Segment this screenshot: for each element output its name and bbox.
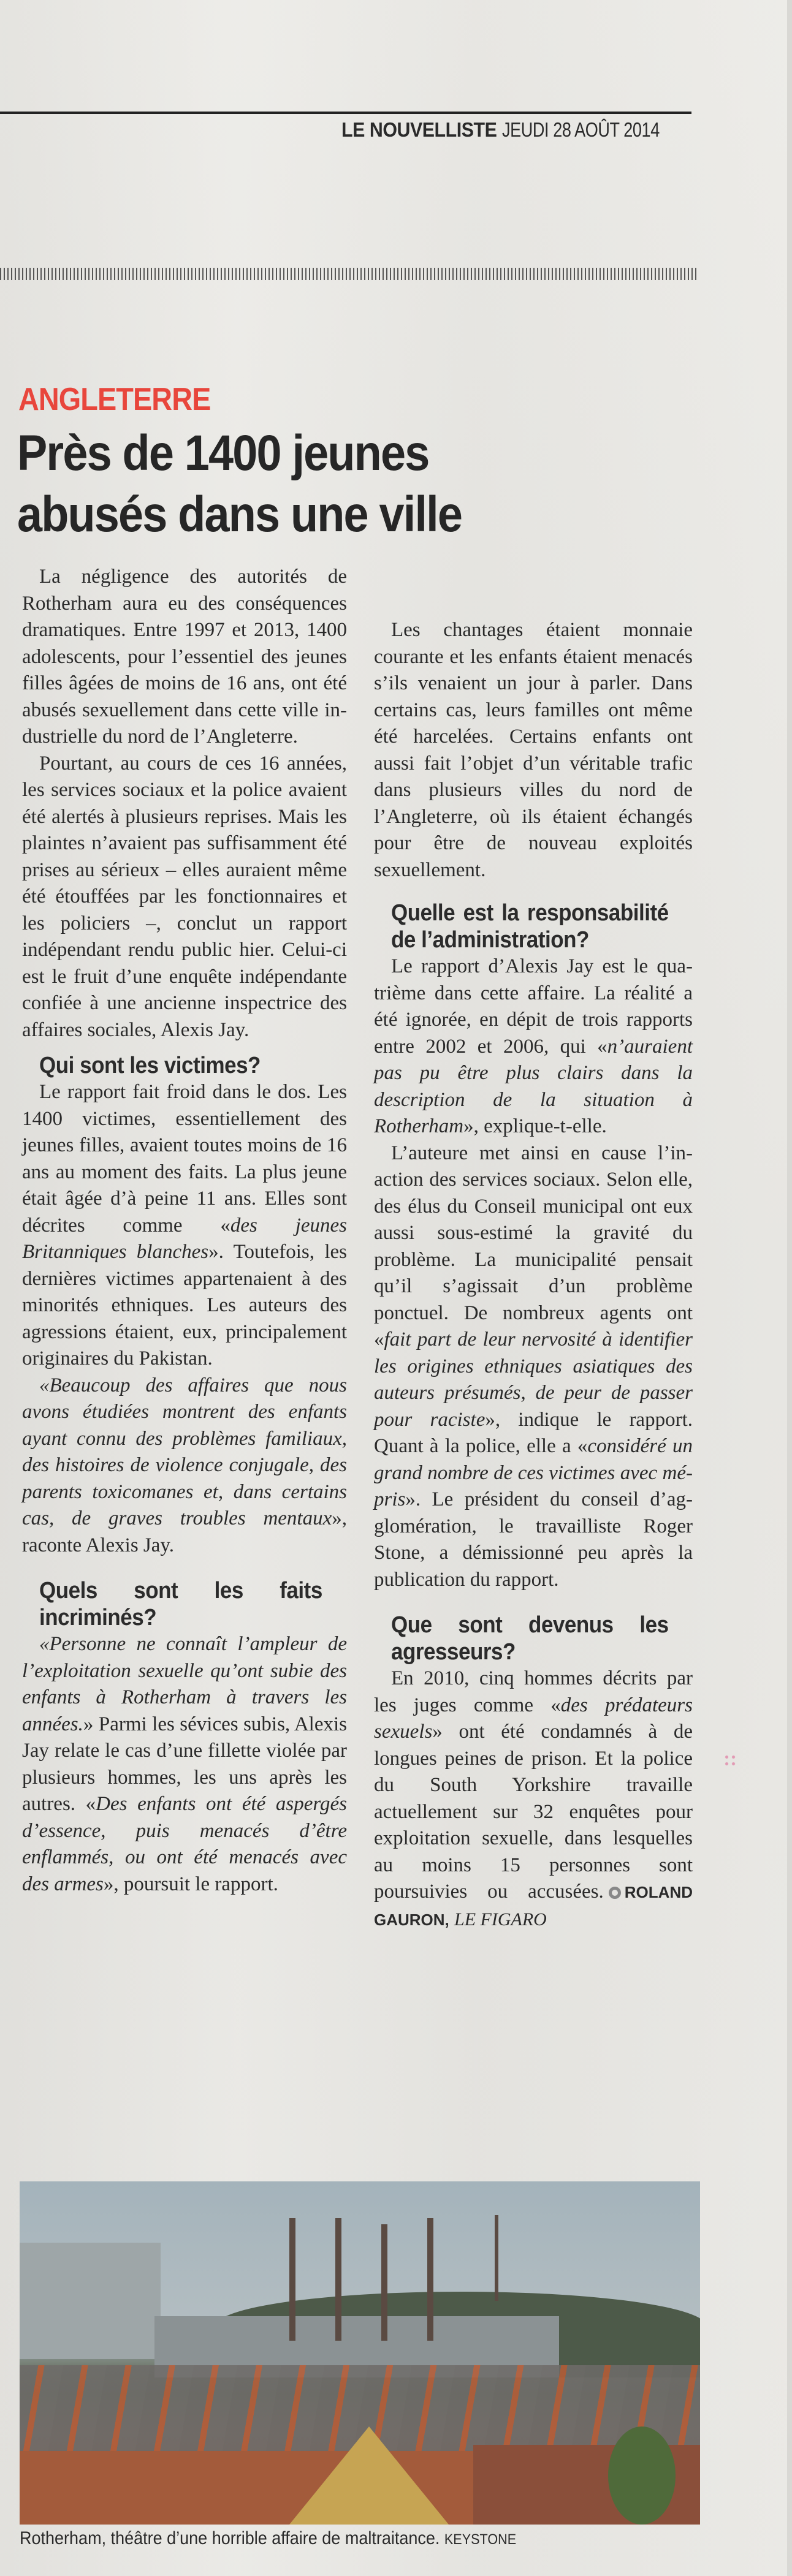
masthead [328,118,694,142]
headline-line-1: Près de 1400 jeunes [17,425,429,481]
article-column-right [374,617,693,1933]
aggressors-paragraph: En 2010, cinq hommes décrits par les juges comme «des prédateurs sexuels» ont été condamnés à de longues peines de prison. Et la police du South Yorkshire travaille actuellement sur 32 enquêtes pour exploitation sexuelle, dans lesquelles au moins 15 personnes sont poursuivies ou accusées. ROLAND GAURON, LE FIGARO [374,1667,693,1930]
intro-paragraph-2: Pourtant, au cours de ces 16 années, les services sociaux et la police avaient été alertés à plusieurs reprises. Mais les plaintes n’avaient pas suffisamment été prises au sérieux – elles auraient même été étouffées par les fonctionnaires et les policiers –, conclut un rapport indépendant rendu public hier. Celui-ci est le fruit d’une enquête indépendante confiée à une ancienne inspectrice des affaires sociales, Alexis Jay. [22,752,347,1041]
decorative-barcode-rule [0,268,699,280]
intro-paragraph-1: La négligence des autorités de Rotherham aura eu des conséquences dramatiques. Entre 1997 et 2013, 1400 adolescents, pour l’essentiel des jeunes filles âgées de moins de 16 ans, ont été abusés sexuellement dans cette ville industrielle du nord de l’Angleterre. [22,566,347,748]
administration-paragraph-2: L’auteure met ainsi en cause l’inaction des services sociaux. Selon elle, des élus du Conseil municipal ont eux aussi sous-estimé la gravité du problème. La municipalité pensait qu’il s’agissait d’un problème ponctuel. De nombreux agents ont «fait part de leur nervosité à identifier les origines ethniques asiatiques des auteurs présumés, de peur de passer pour raciste», indique le rapport. Quant à la police, elle a «considéré un grand nombre de ces victimes avec mépris». Le président du conseil d’agglomération, le travailliste Roger Stone, a démissionné peu après la publication du rapport. [374,1142,693,1591]
page-edge [787,0,792,2576]
article-headline [17,423,624,545]
newspaper-name: LE NOUVELLISTE [341,118,497,141]
subheading-victims: Qui sont les victimes? [39,1053,261,1078]
facts-paragraph-2: Les chantages étaient monnaie courante et les enfants étaient menacés s’ils venaient un jour à parler. Dans certains cas, leurs familles ont même été harcelées. Certains enfants ont aussi fait l’objet d’un véritable trafic dans plusieurs villes du nord de l’Angleterre, où ils étaient échangés pour être de nouveau exploités sexuellement. [374,619,693,881]
article-photo-rotherham [20,2181,700,2525]
photo-credit: KEYSTONE [444,2531,517,2548]
photo-caption-text: Rotherham, théâtre d’une horrible affaire de maltraitance. [20,2528,440,2548]
subheading-aggressors: Que sont devenus les agresseurs? [391,1612,669,1665]
print-registration-mark-icon [723,1754,737,1767]
section-kicker: ANGLETERRE [18,382,211,417]
subheading-facts: Quels sont les faits incriminés? [39,1578,322,1631]
victims-paragraph-1: Le rapport fait froid dans le dos. Les 1400 victimes, essentiellement des jeunes filles, avaient toutes moins de 16 ans au moment des faits. La plus jeune était âgée d’à peine 11 ans. Elles sont décrites comme «des jeunes Britanniques blanches». Toutefois, les dernières victimes appartenaient à des minorités ethniques. Les auteurs des agressions étaient, eux, principalement originaires du Pakistan. [22,1081,348,1369]
subheading-administration: Quelle est la responsabilité de l’administration? [391,900,669,953]
byline-author: ROLAND GAURON, [374,1883,693,1929]
administration-paragraph-1: Le rapport d’Alexis Jay est le quatrième dans cette affaire. La réalité a été ignorée, en dépit de trois rapports entre 2002 et 2006, qui «n’auraient pas pu être plus clairs dans la description de la situation à Rotherham», explique-t-elle. [374,955,693,1137]
photo-caption [20,2528,516,2549]
facts-paragraph-1: «Personne ne connaît l’ampleur de l’exploitation sexuelle qu’ont subie des enfants à Rotherham à travers les années.» Parmi les sévices subis, Alexis Jay relate le cas d’une fillette violée par plusieurs hommes, les uns après les autres. «Des enfants ont été aspergés d’essence, puis menacés d’être enflammés, ou ont été menacés avec des armes», poursuit le rapport. [22,1633,348,1895]
byline-publication: LE FIGARO [454,1909,547,1930]
headline-line-2: abusés dans une ville [17,487,462,542]
byline-bullet-icon [609,1887,621,1899]
top-rule-divider [0,112,691,114]
issue-date: JEUDI 28 AOÛT 2014 [501,118,660,141]
victims-paragraph-2: «Beaucoup des affaires que nous avons étudiées montrent des enfants ayant connu des problèmes familiaux, des histoires de violence conjugale, des parents toxicomanes et, dans certains cas, de graves troubles mentaux», raconte Alexis Jay. [22,1374,347,1556]
article-column-left [22,564,347,1898]
